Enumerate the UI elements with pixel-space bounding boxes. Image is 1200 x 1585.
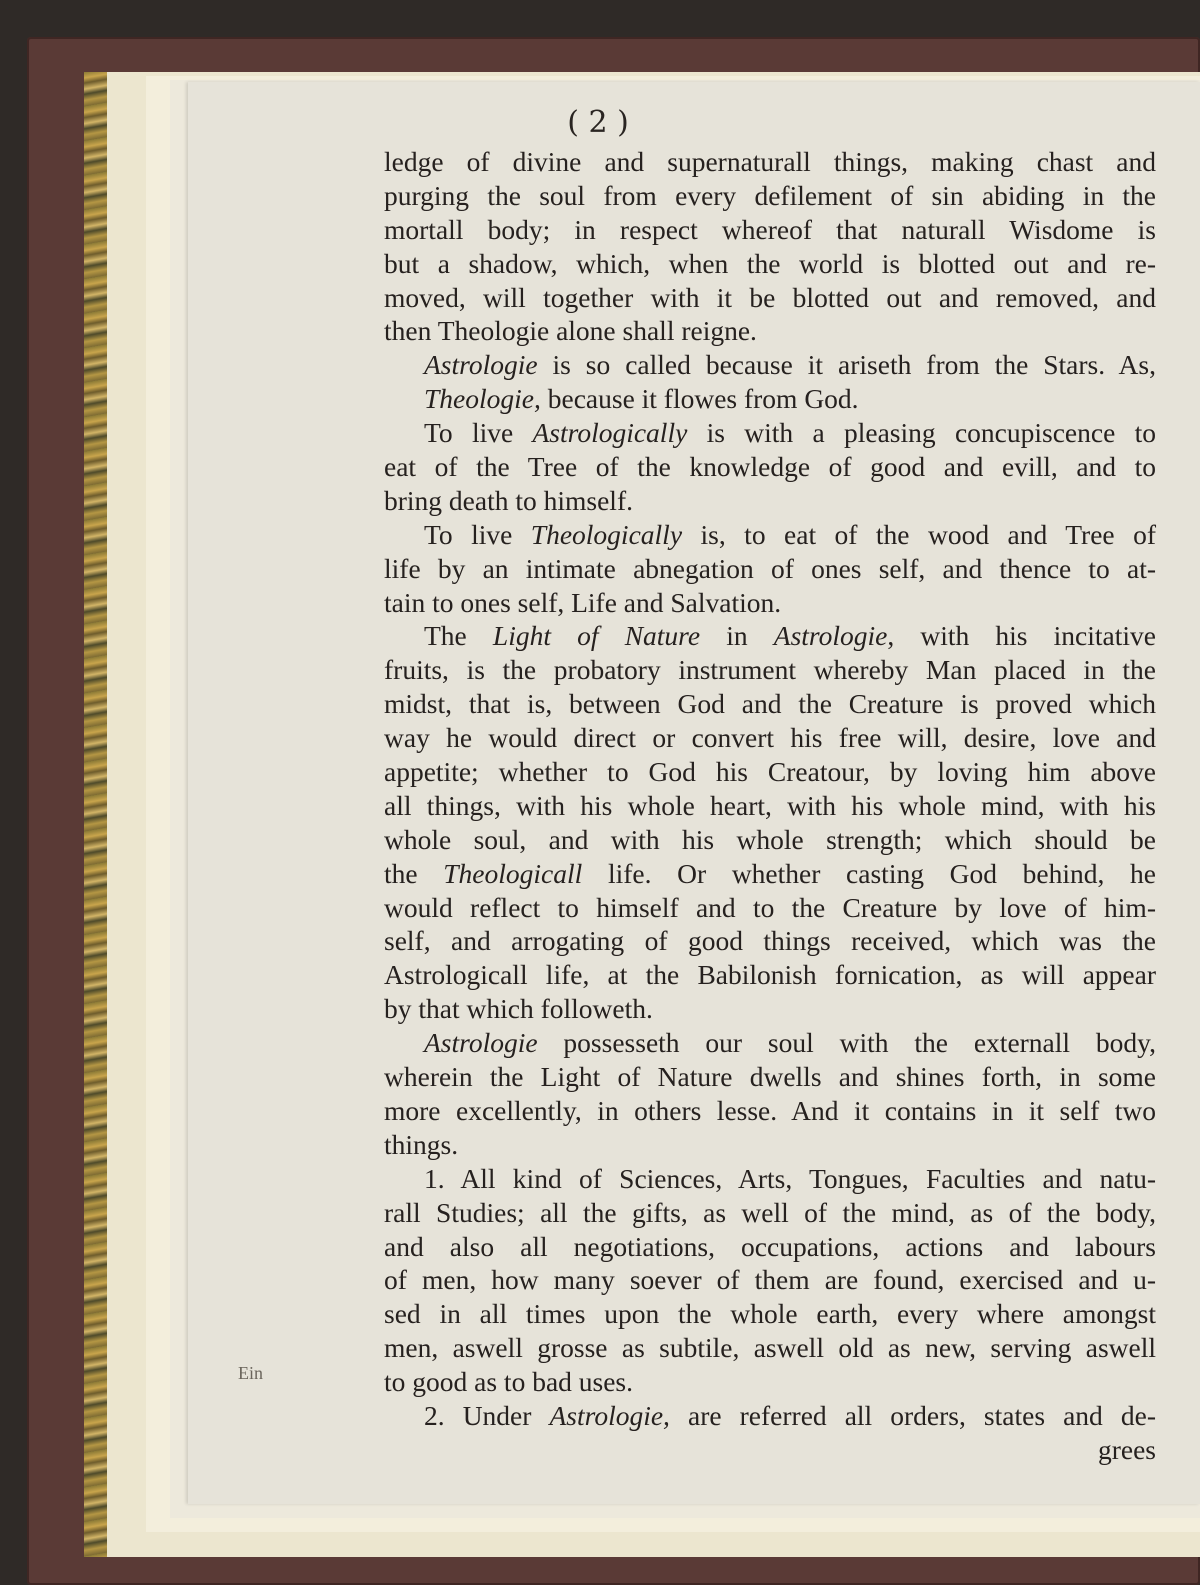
text-line	[384, 1196, 1156, 1230]
italic-term: Astrologie	[773, 620, 888, 652]
text-run: then Theologie alone shall reigne.	[384, 315, 757, 347]
italic-term: Theologicall	[443, 857, 583, 889]
text-line	[384, 1399, 1156, 1433]
text-line	[384, 1128, 1156, 1162]
text-line	[384, 924, 1156, 958]
text-run: bring death to himself.	[384, 484, 633, 516]
italic-term: Theologie,	[424, 383, 541, 415]
text-run: Astrologicall life, at the Babilonish fornication, as will appear	[384, 959, 1156, 991]
text-run: possesseth our soul with the externall body,	[537, 1027, 1156, 1059]
text-line	[384, 382, 1156, 416]
text-line	[384, 518, 1156, 552]
text-line	[384, 653, 1156, 687]
text-line	[384, 484, 1156, 518]
text-run: To live	[424, 518, 531, 550]
text-line	[384, 1331, 1156, 1365]
catchword: grees	[1097, 1433, 1156, 1465]
text-line	[384, 1365, 1156, 1399]
text-run: way he would direct or convert his free will, desire, love and	[384, 722, 1156, 754]
text-run: to good as to bad uses.	[384, 1366, 634, 1398]
text-run: life. Or whether casting God behind, he	[582, 857, 1156, 889]
text-run: The	[424, 620, 493, 652]
text-line	[384, 450, 1156, 484]
text-run: more excellently, in others lesse. And it contains in it self two	[384, 1094, 1156, 1126]
text-line	[384, 179, 1156, 213]
text-line	[384, 1060, 1156, 1094]
text-run: of men, how many soever of them are found, exercised and u-	[384, 1264, 1156, 1296]
text-line	[384, 586, 1156, 620]
text-run: ledge of divine and supernaturall things, making chast and	[384, 146, 1156, 177]
text-run: sed in all times upon the whole earth, every where amongst	[384, 1298, 1156, 1330]
text-line	[384, 619, 1156, 653]
text-run: is, to eat of the wood and Tree of	[682, 518, 1156, 550]
text-run: by that which followeth.	[384, 993, 653, 1025]
italic-term: Astrologie	[424, 349, 538, 381]
text-run: moved, will together with it be blotted out and removed, and	[384, 281, 1156, 313]
page-body-text	[384, 145, 1156, 1467]
text-run: men, aswell grosse as subtile, aswell old as new, serving aswell	[384, 1332, 1156, 1364]
text-run: rall Studies; all the gifts, as well of the mind, as of the body,	[384, 1196, 1156, 1228]
italic-term: Astrologie	[424, 1027, 538, 1059]
text-run: life by an intimate abnegation of ones self, and thence to at-	[384, 552, 1156, 584]
italic-term: Light of Nature	[492, 620, 701, 652]
text-run: things.	[384, 1128, 459, 1160]
text-line	[384, 416, 1156, 450]
text-line	[384, 145, 1156, 179]
text-run: appetite; whether to God his Creatour, by loving him above	[384, 756, 1156, 788]
text-line	[384, 958, 1156, 992]
text-line	[384, 1297, 1156, 1331]
text-run: mortall body; in respect whereof that naturall Wisdome is	[384, 213, 1156, 245]
italic-term: Theologically	[530, 518, 683, 550]
text-run: purging the soul from every defilement of sin abiding in the	[384, 179, 1156, 211]
text-run: 1. All kind of Sciences, Arts, Tongues, Faculties and natu-	[424, 1162, 1156, 1194]
text-line	[384, 1230, 1156, 1264]
marginal-note: Ein	[238, 1363, 263, 1383]
text-line	[384, 823, 1156, 857]
text-line	[384, 891, 1156, 925]
text-line	[384, 755, 1156, 789]
text-run: in	[700, 620, 774, 652]
text-run: , with his incitative	[887, 620, 1156, 652]
text-run: midst, that is, between God and the Creature is proved which	[384, 688, 1156, 720]
text-line	[384, 1026, 1156, 1060]
page-number: ( 2 )	[567, 105, 629, 140]
text-line	[384, 857, 1156, 891]
text-line	[384, 721, 1156, 755]
text-run: is so called because it ariseth from the Stars. As,	[537, 349, 1156, 381]
text-line	[384, 1162, 1156, 1196]
text-line	[384, 687, 1156, 721]
text-line	[384, 281, 1156, 315]
text-run: would reflect to himself and to the Creature by love of him-	[384, 891, 1156, 923]
text-run: tain to ones self, Life and Salvation.	[384, 586, 782, 618]
text-run: the	[384, 857, 444, 889]
text-run: 2. Under	[424, 1399, 550, 1431]
text-run: all things, with his whole heart, with his whole mind, with his	[384, 789, 1156, 821]
text-line	[384, 314, 1156, 348]
text-run: and also all negotiations, occupations, actions and labours	[384, 1230, 1156, 1262]
marbled-endpaper	[84, 72, 108, 1557]
text-run: are referred all orders, states and de-	[669, 1399, 1156, 1431]
text-run: fruits, is the probatory instrument whereby Man placed in the	[384, 654, 1156, 686]
text-line	[384, 1263, 1156, 1297]
text-line	[384, 247, 1156, 281]
text-run: is with a pleasing concupiscence to	[687, 417, 1156, 449]
text-line	[384, 1094, 1156, 1128]
text-line	[384, 552, 1156, 586]
text-line	[384, 213, 1156, 247]
text-run: wherein the Light of Nature dwells and shines forth, in some	[384, 1061, 1156, 1093]
italic-term: Astrologically	[532, 417, 688, 449]
text-run: whole soul, and with his whole strength; which should be	[384, 823, 1156, 855]
text-line	[384, 992, 1156, 1026]
italic-term: Astrologie,	[549, 1399, 670, 1431]
text-line	[384, 789, 1156, 823]
text-run: because it flowes from God.	[540, 383, 859, 415]
text-run: To live	[424, 417, 533, 449]
text-run: self, and arrogating of good things received, which was the	[384, 925, 1156, 957]
text-run: eat of the Tree of the knowledge of good and evill, and to	[384, 451, 1156, 483]
text-run: but a shadow, which, when the world is blotted out and re-	[384, 247, 1156, 279]
text-line	[384, 348, 1156, 382]
